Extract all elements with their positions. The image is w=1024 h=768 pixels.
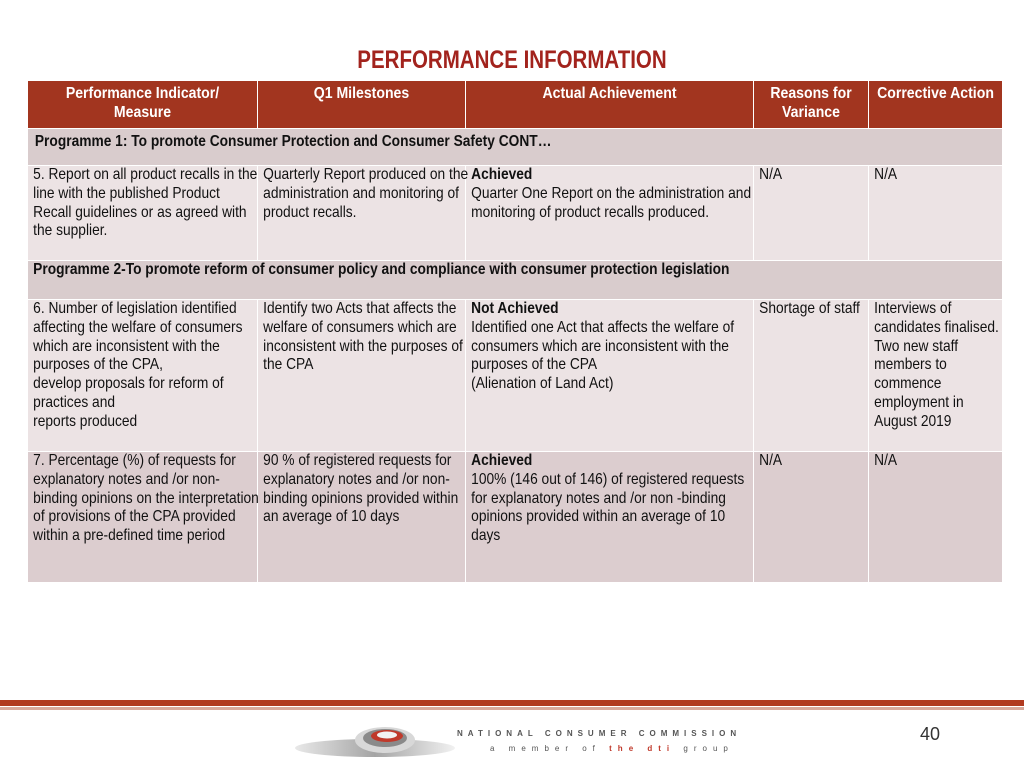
variance-cell: N/A — [754, 166, 869, 261]
achievement-note: (Alienation of Land Act) — [471, 375, 614, 393]
org-tagline: a member of the dti group — [490, 744, 734, 753]
achievement-text: Quarter One Report on the administration and monitoring of product recalls produced. — [471, 184, 752, 221]
milestone-cell: 90 % of registered requests for explanatory notes and /or non-binding opinions provided within an average of 10 days — [258, 452, 466, 583]
achievement-cell — [466, 452, 754, 583]
org-name: NATIONAL CONSUMER COMMISSION — [457, 729, 742, 738]
achievement-text: Identified one Act that affects the welfare of consumers which are inconsistent with the purposes of the CPA — [471, 318, 735, 374]
header-variance: Reasons for Variance — [754, 81, 869, 129]
action-cell: N/A — [869, 452, 1003, 583]
milestone-cell: Quarterly Report produced on the administration and monitoring of product recalls. — [258, 166, 466, 261]
table-row — [28, 300, 1003, 452]
variance-cell: N/A — [754, 452, 869, 583]
action-cell: N/A — [869, 166, 1003, 261]
header-corrective-action: Corrective Action — [869, 81, 1003, 129]
page-number: 40 — [920, 724, 941, 744]
achievement-cell — [466, 166, 754, 261]
programme-row — [28, 129, 1003, 166]
performance-table — [27, 80, 1003, 583]
page-title: PERFORMANCE INFORMATION — [357, 46, 667, 74]
programme-row — [28, 261, 1003, 300]
variance-cell: Shortage of staff — [754, 300, 869, 452]
status-label: Achieved — [471, 452, 533, 469]
indicator-cell: 6. Number of legislation identified affecting the welfare of consumers which are inconsistent with the purposes of the CPA, develop proposals for reform of practices and reports produced — [28, 300, 258, 452]
footer-divider — [0, 700, 1024, 706]
milestone-cell: Identify two Acts that affects the welfare of consumers which are inconsistent with the purposes of the CPA — [258, 300, 466, 452]
indicator-cell: 7. Percentage (%) of requests for explanatory notes and /or non-binding opinions on the interpretation of provisions of the CPA provided within a pre-defined time period — [28, 452, 258, 583]
action-cell: Interviews of candidates finalised. Two new staff members to commence employment in August 2019 — [869, 300, 1003, 452]
table-header-row — [28, 81, 1003, 129]
table-row — [28, 452, 1003, 583]
programme-1-heading: Programme 1: To promote Consumer Protection and Consumer Safety CONT… — [28, 129, 1003, 166]
programme-2-heading: Programme 2-To promote reform of consumer policy and compliance with consumer protection legislation — [28, 261, 1003, 300]
footer-divider-light — [0, 707, 1024, 710]
achievement-text: 100% (146 out of 146) of registered requests for explanatory notes and /or non -binding opinions provided within an average of 10 days — [471, 470, 745, 545]
status-label: Not Achieved — [471, 300, 559, 317]
achievement-cell — [466, 300, 754, 452]
ncc-swirl-logo-icon — [290, 718, 460, 762]
table-row — [28, 166, 1003, 261]
status-label: Achieved — [471, 166, 533, 183]
header-indicator: Performance Indicator/ Measure — [28, 81, 258, 129]
header-achievement: Actual Achievement — [466, 81, 754, 129]
indicator-cell: 5. Report on all product recalls in the line with the published Product Recall guidelines or as agreed with the supplier. — [28, 166, 258, 261]
header-milestones: Q1 Milestones — [258, 81, 466, 129]
